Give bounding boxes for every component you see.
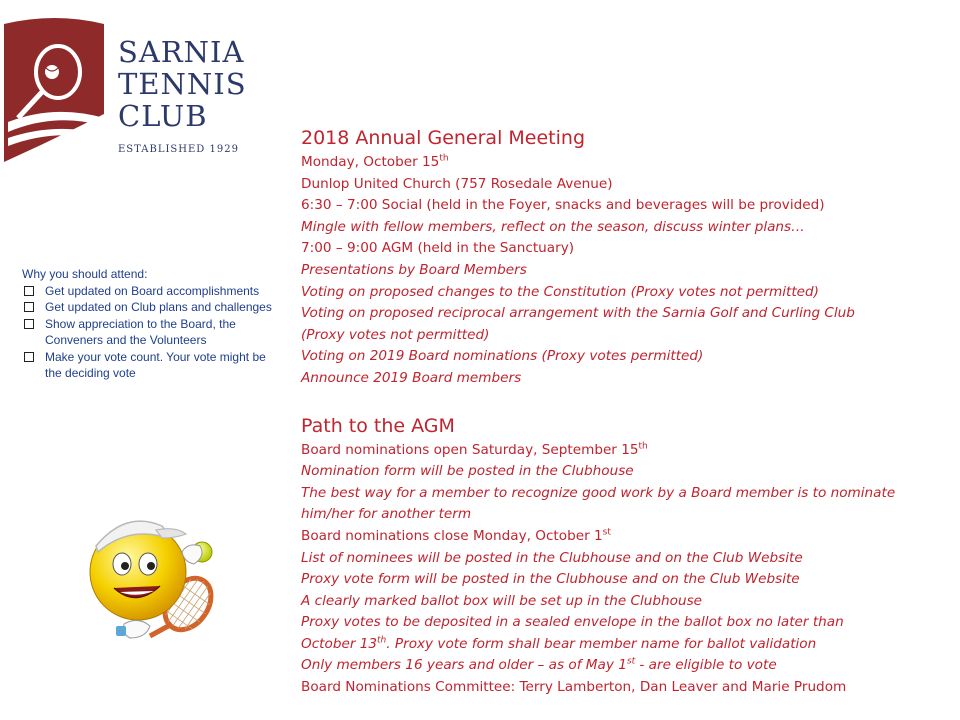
path-deadline <box>301 634 951 656</box>
agm-venue: Dunlop United Church (757 Rosedale Avenue) <box>301 175 613 192</box>
club-logo <box>0 14 250 164</box>
agm-voting-constitution: Voting on proposed changes to the Constitution (Proxy votes not permitted) <box>301 283 819 300</box>
path-close-sup: st <box>602 527 611 538</box>
path-open <box>301 440 951 462</box>
why-item <box>22 283 282 300</box>
logo-line-tennis: TENNIS <box>118 67 247 101</box>
agm-date-sup: th <box>439 153 449 164</box>
path-nominees: List of nominees will be posted in the Clubhouse and on the Club Website <box>301 549 803 566</box>
path-deadline-rest: . Proxy vote form shall bear member name for ballot validation <box>386 635 817 652</box>
why-attend-section <box>22 266 282 382</box>
path-ballot-box: A clearly marked ballot box will be set up in the Clubhouse <box>301 592 703 609</box>
agm-voting-reciprocal: Voting on proposed reciprocal arrangement with the Sarnia Golf and Curling Club <box>301 305 855 322</box>
agm-date-text: Monday, October 15 <box>301 154 440 170</box>
logo-line-club: CLUB <box>118 99 208 133</box>
tennis-smiley-icon <box>76 512 226 647</box>
path-close <box>301 526 951 548</box>
agm-announce: Announce 2019 Board members <box>301 369 522 386</box>
agm-content <box>301 124 951 699</box>
agm-voting-reciprocal-note: (Proxy votes not permitted) <box>301 326 490 343</box>
checkbox-icon <box>24 319 34 329</box>
agm-presentations: Presentations by Board Members <box>301 261 527 278</box>
why-item-text: Show appreciation to the Board, the Conveners and the Volunteers <box>45 316 236 347</box>
path-close-text: Board nominations close Monday, October 1 <box>301 527 603 544</box>
path-eligibility-text: Only members 16 years and older – as of May 1 <box>301 657 627 674</box>
path-proxy-deposit: Proxy votes to be deposited in a sealed envelope in the ballot box no later than <box>301 614 844 631</box>
path-form-posted: Nomination form will be posted in the Clubhouse <box>301 463 634 480</box>
agm-date <box>301 152 951 174</box>
why-item <box>22 299 282 316</box>
agm-voting-board: Voting on 2019 Board nominations (Proxy votes permitted) <box>301 348 704 365</box>
agm-social: 6:30 – 7:00 Social (held in the Foyer, snacks and beverages will be provided) <box>301 197 825 214</box>
checkbox-icon <box>24 352 34 362</box>
agm-mingle: Mingle with fellow members, reflect on the season, discuss winter plans… <box>301 218 805 235</box>
path-eligibility-rest: - are eligible to vote <box>635 657 777 674</box>
why-item-text: Get updated on Board accomplishments <box>45 283 260 298</box>
path-title: Path to the AGM <box>301 414 455 437</box>
why-item <box>22 349 282 382</box>
path-deadline-sup: th <box>377 635 387 646</box>
path-committee: Board Nominations Committee: Terry Lamberton, Dan Leaver and Marie Prudom <box>301 679 847 696</box>
agm-title: 2018 Annual General Meeting <box>301 127 585 149</box>
path-proxy-form: Proxy vote form will be posted in the Clubhouse and on the Club Website <box>301 571 800 588</box>
path-eligibility-sup: st <box>626 656 636 667</box>
why-item <box>22 316 282 349</box>
path-best-way-cont: him/her for another term <box>301 506 472 523</box>
logo-established: ESTABLISHED 1929 <box>118 144 239 155</box>
why-item-text: Get updated on Club plans and challenges <box>45 300 272 314</box>
checkbox-icon <box>24 286 34 296</box>
path-eligibility <box>301 655 951 677</box>
why-heading: Why you should attend: <box>22 267 148 281</box>
path-best-way: The best way for a member to recognize good work by a Board member is to nominate <box>301 484 896 501</box>
tennis-logo-icon <box>0 14 110 164</box>
path-open-sup: th <box>638 441 648 451</box>
logo-line-sarnia: SARNIA <box>118 35 245 69</box>
path-open-text: Board nominations open Saturday, September 15 <box>301 441 639 458</box>
checkbox-icon <box>24 302 34 312</box>
agm-time: 7:00 – 9:00 AGM (held in the Sanctuary) <box>301 240 575 257</box>
why-item-text: Make your vote count. Your vote might be the deciding vote <box>45 349 266 380</box>
path-deadline-text: October 13 <box>301 635 378 652</box>
